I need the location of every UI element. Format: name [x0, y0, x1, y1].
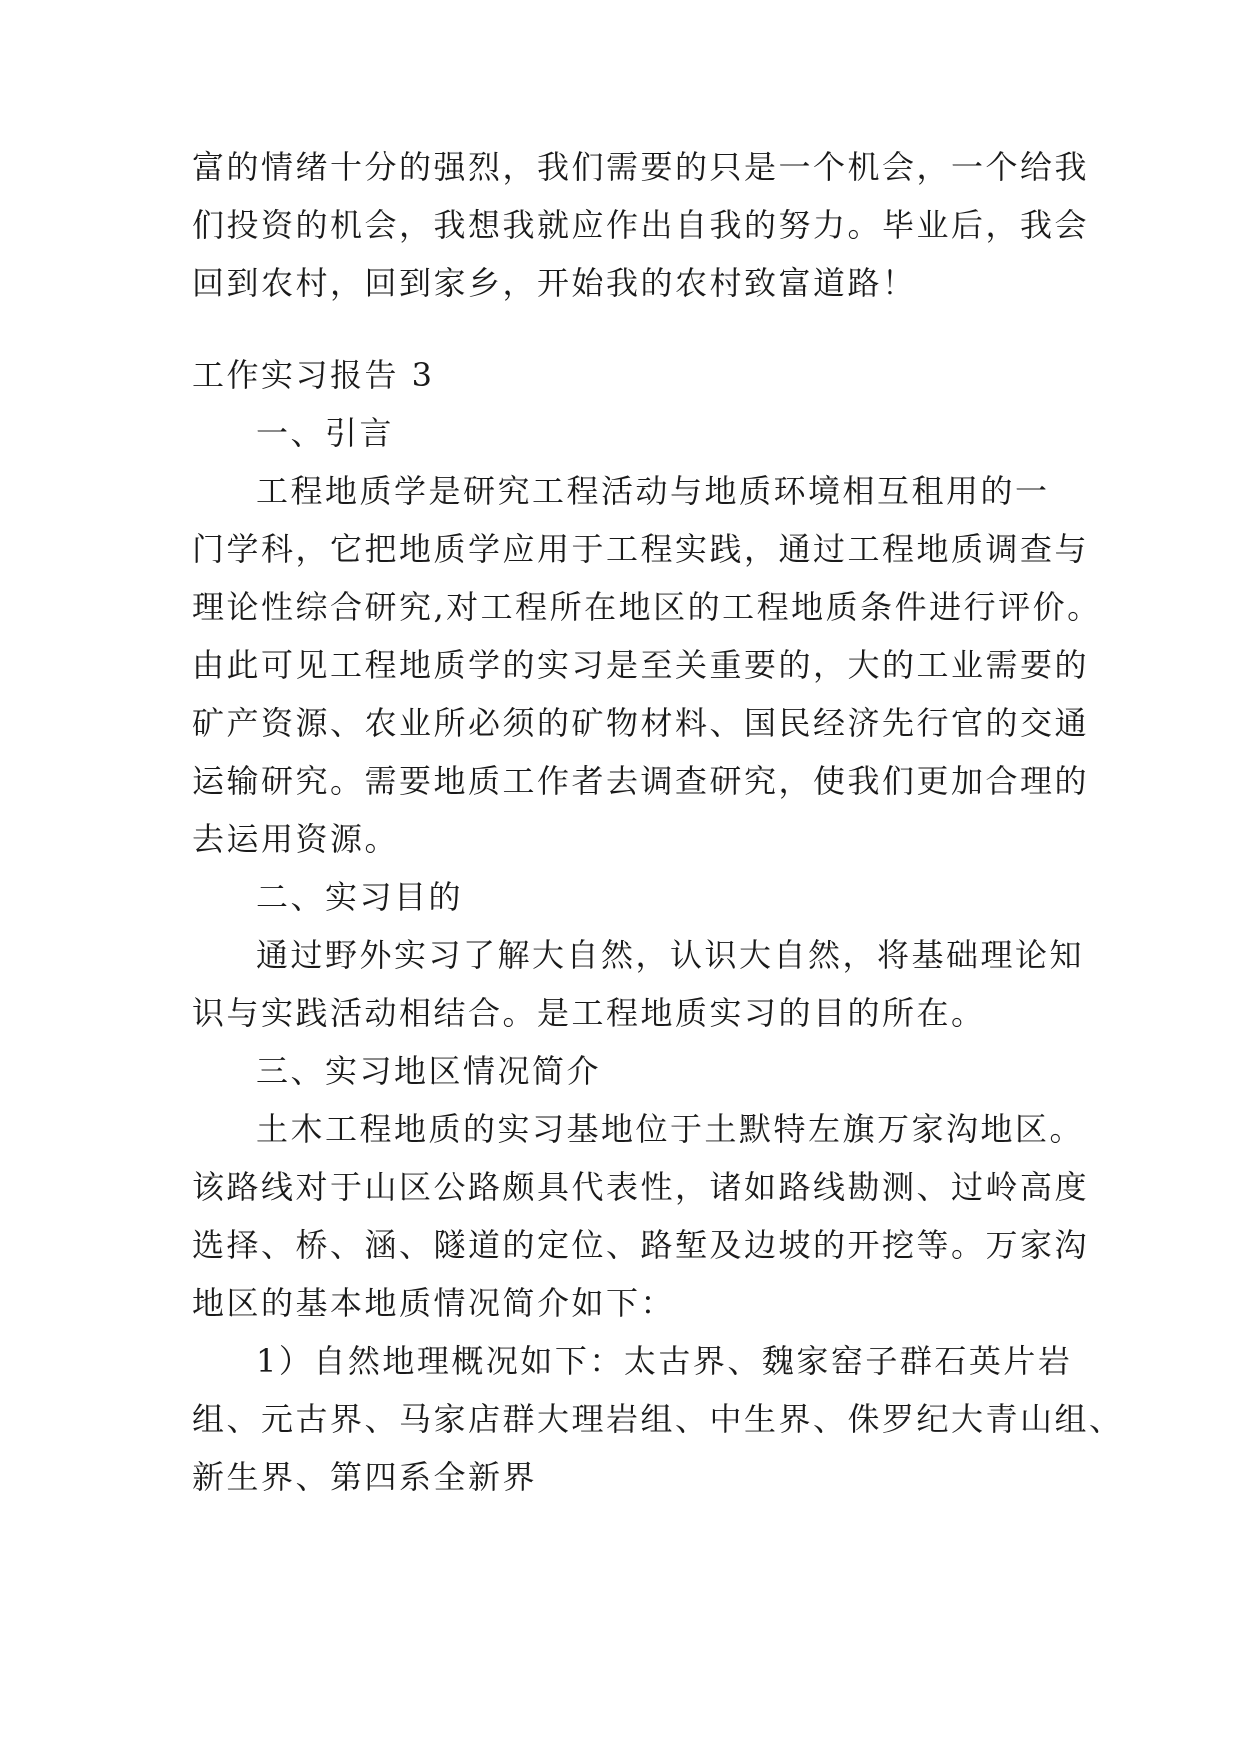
- report-title: [192, 346, 1052, 404]
- section-purpose: [192, 868, 1085, 1042]
- paragraph-line: 门学科，它把地质学应用于工程实践，通过工程地质调查与: [192, 530, 1090, 568]
- paragraph-line: 土木工程地质的实习基地位于土默特左旗万家沟地区。: [256, 1110, 1085, 1148]
- paragraph-line: 识与实践活动相结合。是工程地质实习的目的所在。: [192, 994, 986, 1032]
- report-title-text: 工作实习报告 3: [192, 356, 435, 394]
- list-item-line: 新生界、第四系全新界: [192, 1458, 538, 1496]
- paragraph-line: 去运用资源。: [192, 820, 400, 858]
- section-heading: 三、实习地区情况简介: [256, 1052, 602, 1090]
- paragraph-line: 矿产资源、农业所必须的矿物材料、国民经济先行官的交通: [192, 704, 1090, 742]
- section-introduction: [192, 404, 1102, 868]
- paragraph-line: 工程地质学是研究工程活动与地质环境相互租用的一: [256, 472, 1050, 510]
- paragraph-line: 通过野外实习了解大自然，认识大自然，将基础理论知: [256, 936, 1085, 974]
- list-item-line: 组、元古界、马家店群大理岩组、中生界、侏罗纪大青山组、: [192, 1400, 1124, 1438]
- section-heading: 二、实习目的: [256, 878, 464, 916]
- section-area-overview: [192, 1042, 1090, 1332]
- paragraph-line: 运输研究。需要地质工作者去调查研究，使我们更加合理的: [192, 762, 1090, 800]
- paragraph-line: 回到农村，回到家乡，开始我的农村致富道路！: [192, 264, 917, 302]
- continued-paragraph: [192, 138, 1090, 312]
- list-item: [192, 1332, 1124, 1506]
- paragraph-line: 地区的基本地质情况简介如下：: [192, 1284, 676, 1322]
- paragraph-line: 们投资的机会，我想我就应作出自我的努力。毕业后，我会: [192, 206, 1090, 244]
- paragraph-line: 选择、桥、涵、隧道的定位、路堑及边坡的开挖等。万家沟: [192, 1226, 1090, 1264]
- section-heading: 一、引言: [256, 414, 395, 452]
- paragraph-line: 富的情绪十分的强烈，我们需要的只是一个机会，一个给我: [192, 148, 1090, 186]
- list-item-line: 1）自然地理概况如下：太古界、魏家窑子群石英片岩: [256, 1342, 1073, 1380]
- paragraph-line: 由此可见工程地质学的实习是至关重要的，大的工业需要的: [192, 646, 1090, 684]
- paragraph-line: 理论性综合研究,对工程所在地区的工程地质条件进行评价。: [192, 588, 1102, 626]
- paragraph-line: 该路线对于山区公路颇具代表性，诸如路线勘测、过岭高度: [192, 1168, 1090, 1206]
